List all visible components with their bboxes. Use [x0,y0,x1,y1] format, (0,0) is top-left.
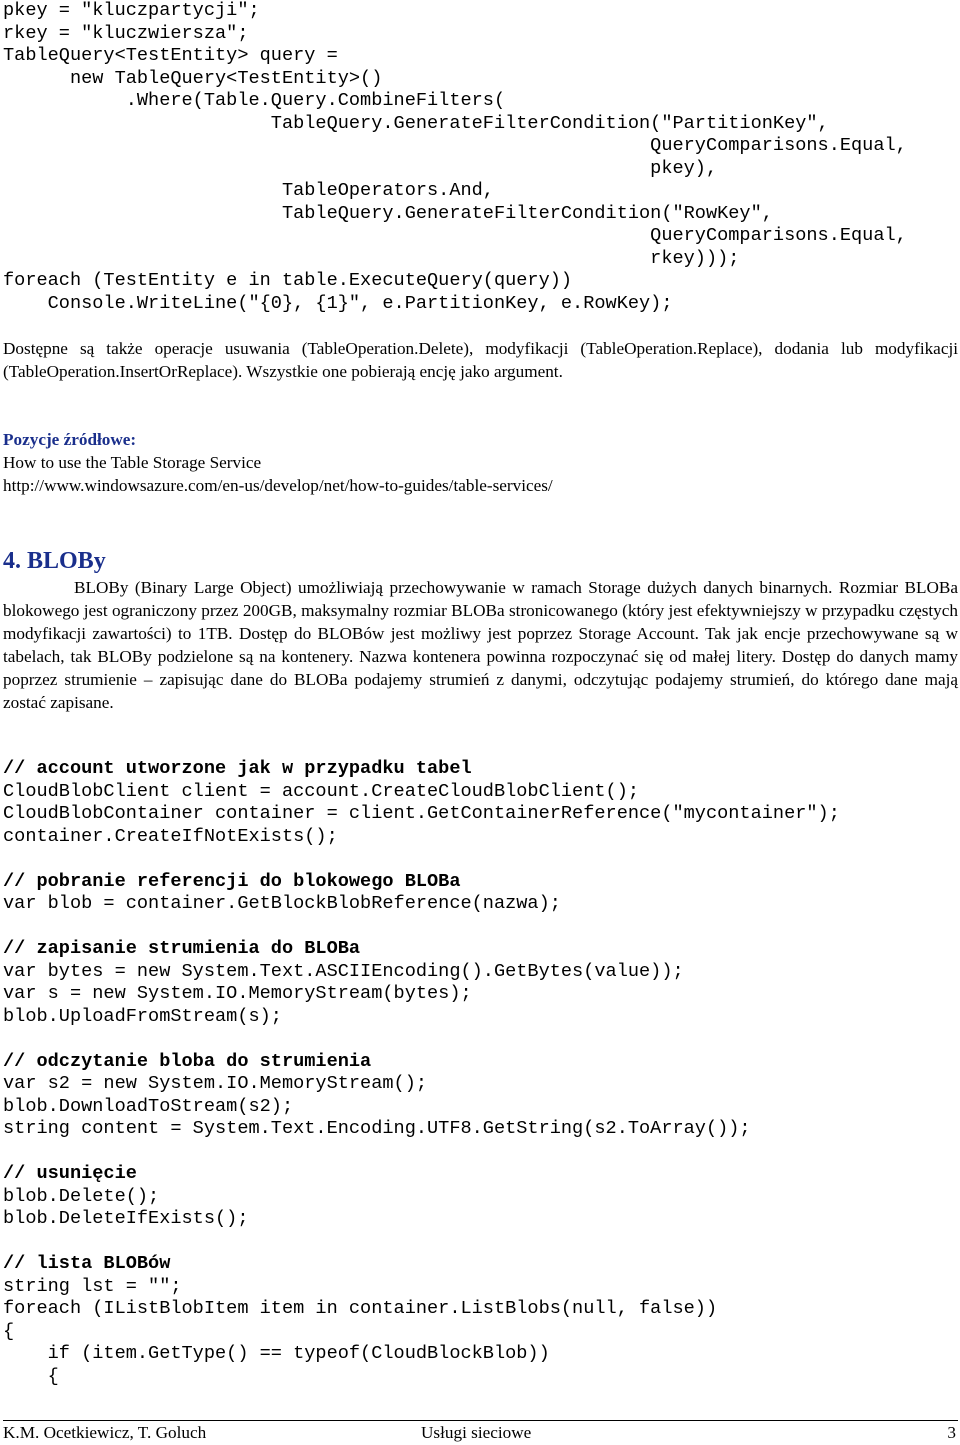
code-blank-line [3,916,840,939]
code-line: string lst = ""; [3,1275,182,1297]
footer-course: Usługi sieciowe [421,1423,532,1442]
code-comment: // lista BLOBów [3,1253,171,1274]
code-comment: // odczytanie bloba do strumienia [3,1050,372,1072]
code-line: Console.WriteLine("{0}, {1}", e.PartitionKey, e.RowKey); [3,292,673,314]
code-blank-line [3,1141,840,1164]
source-title: How to use the Table Storage Service [3,453,262,472]
sources-block [3,428,958,497]
code-comment: // usunięcie [3,1163,137,1184]
code-comment: // account utworzone jak w przypadku tabel [3,758,472,779]
code-line: blob.DownloadToStream(s2); [3,1095,294,1117]
code-line: foreach (IListBlobItem item in container.ListBlobs(null, false)) [3,1298,718,1319]
paragraph-blob-description [3,576,958,714]
code-line: rkey = "kluczwiersza"; [3,22,249,44]
code-line: var blob = container.GetBlockBlobReference(nazwa); [3,893,561,914]
code-line: CloudBlobContainer container = client.GetContainerReference("mycontainer"); [3,803,840,824]
paragraph-blob-text: BLOBy (Binary Large Object) umożliwiają przechowywanie w ramach Storage dużych danych binarnych. Rozmiar BLOBa blokowego jest ograniczony przez 200GB, maksymalny rozmiar BLOBa stronicowanego (który jest efektywniejszy w przypadku częstych modyfikacji zawartości) to 1TB. Dostęp do BLOBów jest możliwy jest poprzez Storage Account. Tak jak encje przechowywane są w tabelach, tak BLOBy podzielone są na kontenery. Nazwa kontenera powinna rozpoczynać się od małej litery. Dostęp do danych mamy poprzez strumienie – zapisując dane do BLOBa podajemy strumień z danymi, odczytując podajemy strumień, do którego dane mają zostać zapisane. [3,578,958,712]
code-line: var bytes = new System.Text.ASCIIEncoding().GetBytes(value)); [3,960,684,982]
code-line: var s = new System.IO.MemoryStream(bytes); [3,983,472,1004]
code-line: TableQuery.GenerateFilterCondition("PartitionKey", [3,112,829,134]
code-line: new TableQuery<TestEntity>() [3,67,383,89]
footer-page-number: 3 [947,1423,956,1442]
code-block-blob [3,758,840,1388]
code-line: container.CreateIfNotExists(); [3,825,338,847]
code-line: TableOperators.And, [3,180,494,201]
code-line: CloudBlobClient client = account.CreateCloudBlobClient(); [3,780,640,802]
code-line: blob.DeleteIfExists(); [3,1208,249,1229]
code-line: if (item.GetType() == typeof(CloudBlockBlob)) [3,1343,550,1364]
sources-heading: Pozycje źródłowe: [3,430,137,449]
page-footer [3,1420,958,1445]
code-blank-line [3,1028,840,1051]
code-line: blob.Delete(); [3,1185,160,1207]
code-line: QueryComparisons.Equal, [3,225,907,246]
code-line: .Where(Table.Query.CombineFilters( [3,90,506,111]
code-line: string content = System.Text.Encoding.UTF8.GetString(s2.ToArray()); [3,1118,751,1139]
footer-authors: K.M. Ocetkiewicz, T. Goluch [3,1423,207,1442]
code-blank-line [3,1231,840,1254]
code-blank-line [3,848,840,871]
code-line: TableQuery<TestEntity> query = [3,45,338,66]
code-line: foreach (TestEntity e in table.ExecuteQuery(query)) [3,270,573,291]
code-line: TableQuery.GenerateFilterCondition("RowKey", [3,202,773,224]
source-url: http://www.windowsazure.com/en-us/develop/net/how-to-guides/table-services/ [3,476,553,495]
paragraph-table-operations: Dostępne są także operacje usuwania (TableOperation.Delete), modyfikacji (TableOperation.Replace), dodania lub modyfikacji (TableOperation.InsertOrReplace). Wszystkie one pobierają encję jako argument. [3,339,958,381]
code-line: blob.UploadFromStream(s); [3,1005,282,1027]
code-comment: // pobranie referencji do blokowego BLOBa [3,870,461,892]
code-line: { [3,1365,59,1387]
code-line: pkey), [3,157,718,179]
section-title: 4. BLOBy [3,548,106,574]
code-line: var s2 = new System.IO.MemoryStream(); [3,1073,428,1094]
code-block-table-query [3,0,907,315]
code-line: QueryComparisons.Equal, [3,135,907,156]
code-line: { [3,1320,15,1342]
code-line: pkey = "kluczpartycji"; [3,0,260,21]
code-comment: // zapisanie strumienia do BLOBa [3,938,361,959]
code-line: rkey))); [3,247,740,269]
